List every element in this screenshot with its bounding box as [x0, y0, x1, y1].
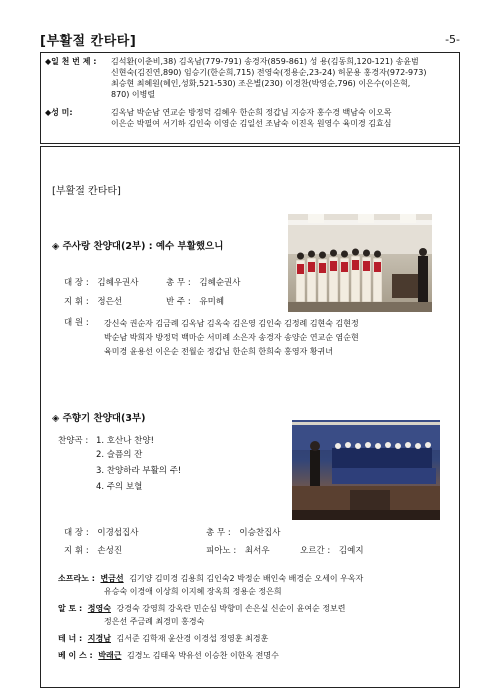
date-line: 신현숙(김진연,890) 임승기(한순희,715) 전영숙(정용순,23-24) 허문용 홍경자(972-973) [111, 68, 427, 77]
part-members: 김서준 김학재 윤산경 이경섭 정영훈 최경훈 [116, 634, 269, 643]
part-leader: 박래근 [98, 651, 122, 660]
section-title: [부활절 칸타타] [52, 186, 121, 197]
soprano-row [58, 573, 363, 584]
leader-label: 대 장 : [64, 278, 89, 288]
members-line: 육미경 윤용선 이은순 전월순 정갑님 한순희 한희숙 홍영자 황귀녀 [104, 347, 333, 356]
conductor-name: 정은선 [97, 297, 123, 307]
conductor-label: 지 휘 : [64, 546, 89, 556]
organ-label: 오르간 : [300, 546, 331, 556]
choir1-accompanist-row [166, 297, 224, 308]
alto-row-cont [104, 616, 204, 627]
piano-label: 피아노 : [206, 546, 237, 556]
flower-line: 김옥남 박순남 연교순 방정덕 김혜우 한순희 정갑님 지승자 홍수경 백남숙 이오목 [111, 108, 392, 117]
choir2-piano-row [206, 546, 270, 557]
organ-name: 김예지 [338, 546, 364, 556]
treasurer-label: 총 무 : [166, 278, 191, 288]
part-members: 정은선 주금례 최경미 홍경숙 [104, 617, 205, 626]
choir1-leader-row [64, 278, 138, 289]
part-members: 강경숙 강영희 강옥란 민순심 박향미 손은실 신순이 윤여순 정보련 [116, 604, 346, 613]
choir1-photo [288, 214, 432, 312]
part-leader: 변금선 [100, 574, 124, 583]
part-leader: 지경남 [87, 634, 111, 643]
choir2-organ-row [300, 546, 364, 557]
treasurer-name: 이승찬집사 [239, 528, 281, 538]
treasurer-label: 총 무 : [206, 528, 231, 538]
page-header [40, 30, 460, 52]
leader-name: 김혜우권사 [97, 278, 139, 288]
members-label: 대 원 : [64, 318, 89, 328]
part-leader: 정영숙 [87, 604, 111, 613]
choir2-treasurer-row [206, 528, 280, 539]
choir1-heading: ◈ 주사랑 찬양대(2부) : 예수 부활했으니 [52, 241, 224, 252]
members-line: 박순남 박희자 방정덕 백마순 서미례 소은자 송경자 송양순 연교순 염순현 [104, 333, 359, 342]
accompanist-label: 반 주 : [166, 297, 191, 307]
treasurer-name: 김혜순권사 [199, 278, 241, 288]
members-line: 강신숙 권순자 김금례 김옥남 김옥숙 김은영 김인숙 김정례 김현숙 김현정 [104, 319, 359, 328]
part-label: 테 너 : [58, 634, 83, 643]
song-item: 3. 찬양하라 부활의 주! [96, 466, 182, 476]
part-label: 소프라노 : [58, 574, 95, 583]
part-members: 김기양 김미경 김용희 김인숙2 박정순 배인숙 배경순 오세이 우옥자 [129, 574, 364, 583]
songs-label: 찬양곡 : [58, 436, 89, 446]
choir2-photo-art [292, 420, 440, 520]
accompanist-name: 유미혜 [199, 297, 225, 307]
choir2-photo [292, 420, 440, 520]
part-label: 베 이 스 : [58, 651, 93, 660]
date-line: 최승현 최혜원(혜인,성화,521-530) 조은별(230) 이경찬(박영순,796) 이은수(이은혁, [111, 79, 411, 88]
leader-name: 이경섭집사 [97, 528, 139, 538]
page-title: [부활절 칸타타] [40, 34, 137, 49]
choir1-photo-art [288, 214, 432, 312]
choir2-conductor-row [64, 546, 122, 557]
flower-line: 이은순 박필여 서기하 김인숙 이영순 김일선 조남숙 이진옥 원영수 육미경 김효심 [111, 119, 392, 128]
choir2-leader-row [64, 528, 138, 539]
part-members: 유승숙 이경애 이상희 이지혜 장옥희 정용순 정은희 [104, 587, 282, 596]
soprano-row-cont [104, 586, 282, 597]
bass-row [58, 650, 279, 661]
choir1-treasurer-row [166, 278, 240, 289]
choir1-conductor-row [64, 297, 122, 308]
leader-label: 대 장 : [64, 528, 89, 538]
flower-label: ◆성 미: [45, 108, 73, 117]
conductor-name: 손성진 [97, 546, 123, 556]
song-item: 2. 슬픔의 잔 [96, 450, 143, 460]
date-line: 870) 이병렬 [111, 90, 156, 99]
piano-name: 최서우 [244, 546, 270, 556]
alto-row [58, 603, 346, 614]
info-box [40, 52, 460, 144]
page-number: -5- [445, 33, 460, 46]
choir2-heading: ◈ 주향기 찬양대(3부) [52, 413, 146, 424]
part-label: 알 토 : [58, 604, 83, 613]
song-item: 4. 주의 보혈 [96, 482, 143, 492]
date-label: ◆일 천 번 제 : [45, 57, 97, 66]
tenor-row [58, 633, 268, 644]
part-members: 김경노 김태욱 박유선 이승찬 이한옥 전명수 [127, 651, 279, 660]
date-line: 김석환(이춘비,38) 김옥남(779-791) 송경자(859-861) 성 용(김동희,120-121) 송윤범 [111, 57, 419, 66]
conductor-label: 지 휘 : [64, 297, 89, 307]
song-item: 1. 호산나 찬양! [96, 436, 154, 446]
